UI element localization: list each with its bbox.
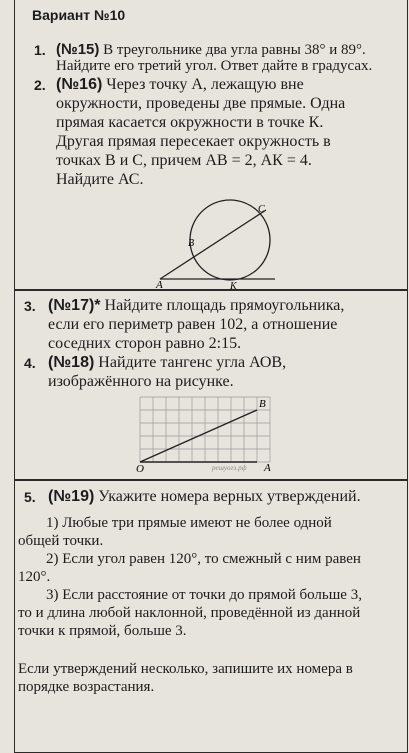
problem-2-line-3: прямая касается окружности в точке К. <box>56 114 324 131</box>
label-K: K <box>230 281 237 290</box>
problem-2-line-1: (№16) Через точку А, лежащую вне <box>56 76 304 93</box>
statement-3-line-3: точки к прямой, больше 3. <box>18 623 187 639</box>
problem-2-line-4: Другая прямая пересекает окружность в <box>56 133 331 150</box>
problem-1-line-2: Найдите его третий угол. Ответ дайте в градусах. <box>56 58 373 74</box>
problem-2-line-6: Найдите АС. <box>56 171 144 188</box>
grid-angle-figure <box>130 389 280 475</box>
label-B-grid: B <box>259 398 266 410</box>
secant-line <box>160 210 266 279</box>
statement-2-line-2: 120°. <box>18 569 51 585</box>
label-C: C <box>258 204 265 215</box>
problem-5-tag: (№19) <box>48 488 95 505</box>
grid <box>140 397 270 462</box>
problem-3-line-2: если его периметр равен 102, а отношение <box>48 316 338 333</box>
problem-2-tag: (№16) <box>56 76 103 93</box>
circle-tangent-figure <box>150 188 290 290</box>
label-O: O <box>136 463 144 475</box>
problem-2-line-5: точках В и С, причем АВ = 2, АК = 4. <box>56 152 312 169</box>
problem-1-line-1: (№15) В треугольнике два угла равны 38° и 89°. <box>56 41 366 58</box>
watermark: решуогэ.рф <box>212 464 247 472</box>
statement-3-line-2: то и длина любой наклонной, проведённой из данной <box>18 605 361 621</box>
label-B: B <box>188 238 195 249</box>
problem-4-tag: (№18) <box>48 354 95 371</box>
label-A-grid: A <box>264 462 271 474</box>
problem-3-line-3: соседних сторон равно 2:15. <box>48 335 242 352</box>
statement-3-line-1: 3) Если расстояние от точки до прямой больше 3, <box>46 587 362 603</box>
label-A: A <box>156 279 163 290</box>
problem-3-line-1: (№17)* Найдите площадь прямоугольника, <box>48 297 345 314</box>
problem-1-tag: (№15) <box>56 41 100 58</box>
problem-5-line-1: (№19) Укажите номера верных утверждений. <box>48 488 361 505</box>
answer-instruction-line-1: Если утверждений несколько, запишите их номера в <box>18 661 353 677</box>
problem-4-number: 4. <box>24 355 36 371</box>
statement-2-line-1: 2) Если угол равен 120°, то смежный с ним равен <box>46 551 361 567</box>
problem-5-number: 5. <box>24 489 36 505</box>
problem-2-line-2: окружности, проведены две прямые. Одна <box>56 95 346 112</box>
variant-title: Вариант №10 <box>32 7 126 23</box>
problem-4-line-1: (№18) Найдите тангенс угла АОВ, <box>48 354 287 371</box>
problem-3-tag: (№17)* <box>48 297 101 314</box>
problem-2-number: 2. <box>34 77 46 93</box>
statement-1-line-2: общей точки. <box>18 533 104 549</box>
problem-3-number: 3. <box>24 298 36 314</box>
problem-4-line-2: изображённого на рисунке. <box>48 373 234 390</box>
statement-1-line-1: 1) Любые три прямые имеют не более одной <box>46 515 332 531</box>
problem-1-number: 1. <box>34 42 46 58</box>
answer-instruction-line-2: порядке возрастания. <box>18 679 155 695</box>
